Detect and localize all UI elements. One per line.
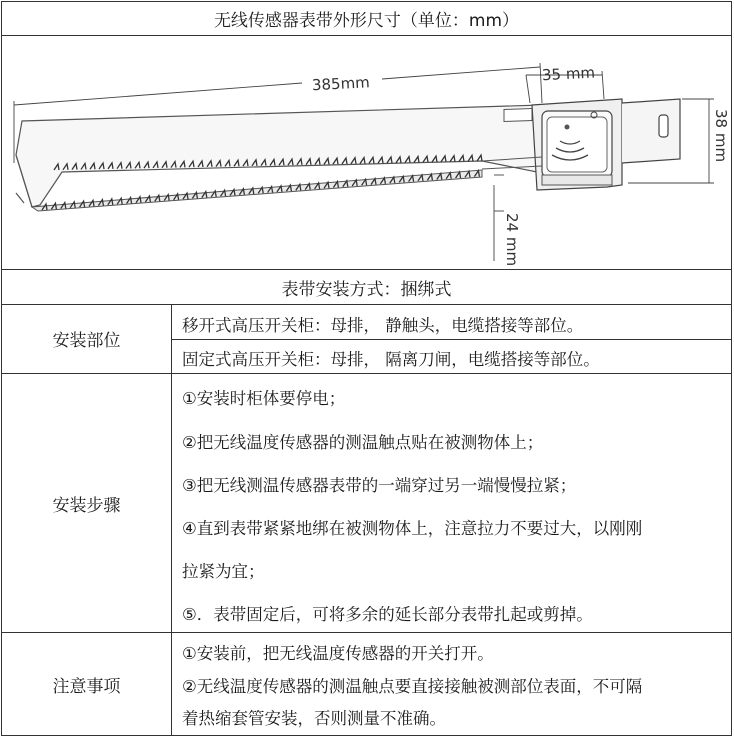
install-steps-label: 安装步骤 xyxy=(2,374,172,632)
location-line: 移开式高压开关柜：母排， 静触头，电缆搭接等部位。 xyxy=(182,316,584,335)
table-title: 无线传感器表带外形尺寸（单位：mm） xyxy=(1,1,732,36)
note-line: 着热缩套管安装，否则测量不准确。 xyxy=(182,709,446,728)
section-notes xyxy=(1,633,732,736)
dim-height-label: 38 mm xyxy=(712,109,730,163)
note-line: ①安装前，把无线温度传感器的开关打开。 xyxy=(182,644,494,663)
dimension-drawing xyxy=(1,35,732,270)
notes-content xyxy=(171,633,731,735)
step-line: ③把无线测温传感器表带的一端穿过另一端慢慢拉紧； xyxy=(182,476,577,495)
dim-strap-width-label: 24 mm xyxy=(503,213,521,267)
dim-head-width-label: 35 mm xyxy=(541,63,596,85)
section-install-location xyxy=(1,304,732,374)
strap-diagram xyxy=(2,35,733,269)
step-line: ②把无线温度传感器的测温触点贴在被测物体上； xyxy=(182,433,544,452)
install-steps-content xyxy=(171,374,731,632)
dim-length-label: 385mm xyxy=(311,73,371,95)
row-divider xyxy=(171,339,731,340)
section-install-steps xyxy=(1,374,732,633)
step-line: ④直到表带紧紧地绑在被测物体上，注意拉力不要过大，以刚刚 xyxy=(182,519,643,538)
step-line: ⑤．表带固定后，可将多余的延长部分表带扎起或剪掉。 xyxy=(182,605,593,624)
step-line: 拉紧为宜； xyxy=(182,562,265,581)
notes-label: 注意事项 xyxy=(2,633,172,735)
install-location-label: 安装部位 xyxy=(2,304,172,373)
strap-slot xyxy=(504,108,532,121)
step-line: ①安装时柜体要停电； xyxy=(182,389,346,408)
install-location-content xyxy=(171,304,731,373)
installation-method: 表带安装方式：捆绑式 xyxy=(1,269,732,305)
location-line: 固定式高压开关柜：母排， 隔离刀闸，电缆搭接等部位。 xyxy=(182,350,600,369)
note-line: ②无线温度传感器的测温触点要直接接触被测部位表面，不可隔 xyxy=(182,677,643,696)
